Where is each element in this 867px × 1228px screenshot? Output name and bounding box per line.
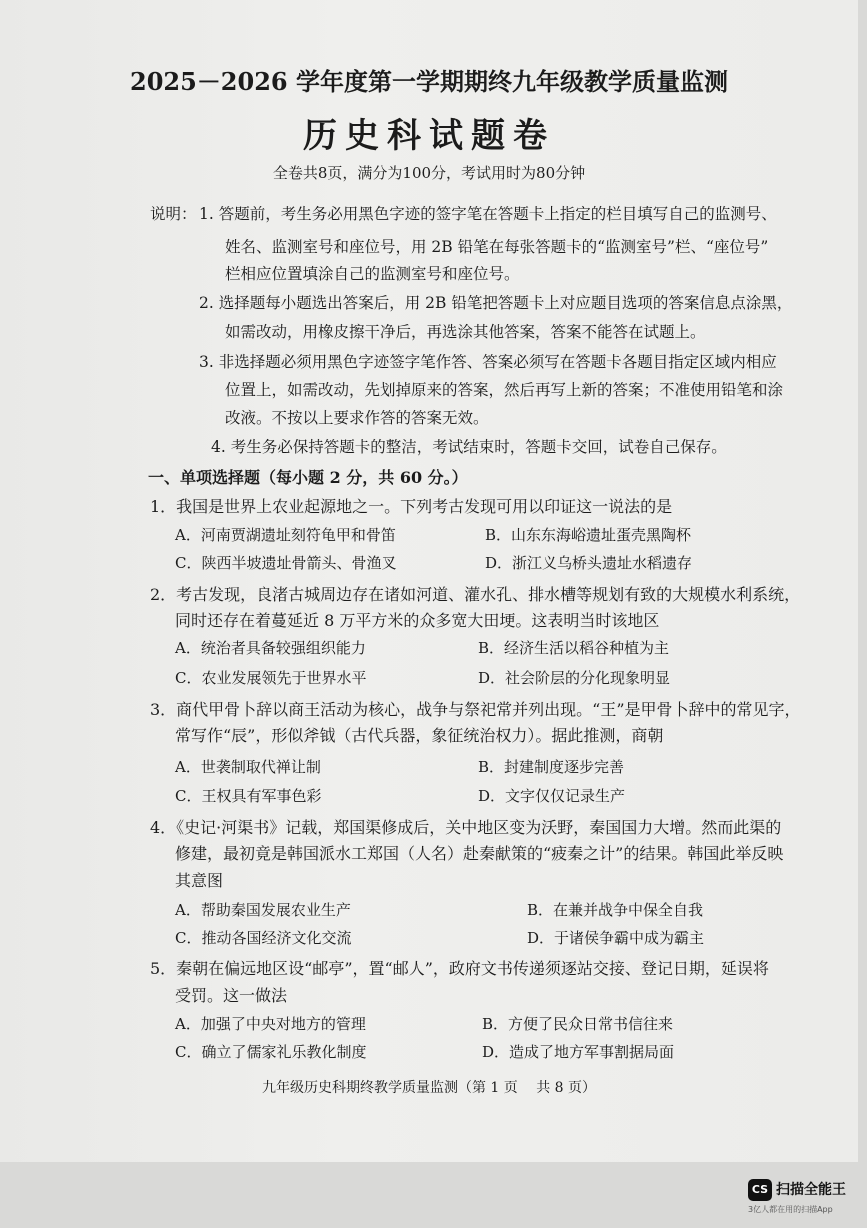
scanner-app-name: 扫描全能王 [776, 1182, 846, 1198]
section-title: 一、单项选择题（每小题 2 分，共 60 分。） [148, 468, 468, 487]
instruction-line: 3. 非选择题必须用黑色字迹签字笔作答、答案必须写在答题卡各题目指定区域内相应 [199, 353, 777, 371]
question-stem: 2．考古发现，良渚古城周边存在诸如河道、灌水孔、排水槽等规划有致的大规模水利系统， [150, 585, 801, 604]
option-c: C．陕西半坡遗址骨箭头、骨渔叉 [175, 554, 397, 572]
option-a: A．统治者具备较强组织能力 [175, 639, 366, 657]
question-stem: 1．我国是世界上农业起源地之一。下列考古发现可用以印证这一说法的是 [150, 497, 673, 516]
page-footer: 九年级历史科期终教学质量监测（第 1 页 共 8 页） [261, 1080, 597, 1096]
instruction-line: 姓名、监测室号和座位号，用 2B 铅笔在每张答题卡的“监测室号”栏、“座位号” [225, 238, 769, 256]
question-stem: 同时还存在着蔓延近 8 万平方米的众多宽大田埂。这表明当时该地区 [175, 611, 660, 630]
question-stem: 修建，最初竟是韩国派水工郑国（人名）赴秦献策的“疲秦之计”的结果。韩国此举反映 [175, 844, 784, 863]
option-a: A．世袭制取代禅让制 [175, 758, 321, 776]
option-d: D．浙江义乌桥头遗址水稻遗存 [485, 554, 693, 572]
option-b: B．封建制度逐步完善 [478, 758, 625, 776]
instruction-line: 2. 选择题每小题选出答案后，用 2B 铅笔把答题卡上对应题目选项的答案信息点涂黑， [199, 294, 793, 312]
question-stem: 其意图 [175, 871, 224, 890]
question-stem: 受罚。这一做法 [175, 986, 288, 1005]
option-c: C．确立了儒家礼乐教化制度 [175, 1043, 367, 1061]
option-c: C．王权具有军事色彩 [175, 787, 322, 805]
scanner-app-tagline: 3亿人都在用的扫描App [748, 1205, 833, 1214]
instruction-line: 位置上，如需改动，先划掉原来的答案，然后再写上新的答案；不准使用铅笔和涂 [225, 381, 784, 399]
instruction-line: 改液。不按以上要求作答的答案无效。 [225, 409, 489, 427]
option-a: A．加强了中央对地方的管理 [175, 1015, 366, 1033]
question-stem: 常写作“⾠”，形似斧钺（古代兵器，象征统治权力）。据此推测，商朝 [175, 726, 664, 745]
option-b: B．方便了民众日常书信往来 [482, 1015, 674, 1033]
instruction-line: 1. 答题前，考生务必用黑色字迹的签字笔在答题卡上指定的栏目填写自己的监测号、 [199, 205, 777, 223]
option-a: A．河南贾湖遗址刻符龟甲和骨笛 [175, 526, 396, 544]
question-stem: 4．《史记·河渠书》记载，郑国渠修成后，关中地区变为沃野，秦国国力大增。然而此渠的 [150, 818, 782, 837]
option-b: B．在兼并战争中保全自我 [527, 901, 704, 919]
scanner-watermark [738, 1172, 866, 1220]
exam-info: 全卷共8页，满分为100分，考试用时为80分钟 [272, 164, 586, 182]
instruction-line: 栏相应位置填涂自己的监测室号和座位号。 [225, 265, 520, 283]
exam-title: 2025－2026 学年度第一学期期终九年级教学质量监测 [130, 67, 728, 96]
option-b: B．山东东海峪遗址蛋壳黑陶杯 [485, 526, 692, 544]
option-c: C．农业发展领先于世界水平 [175, 669, 367, 687]
question-stem: 5．秦朝在偏远地区设“邮亭”，置“邮人”，政府文书传递须逐站交接、登记日期，延误将 [150, 959, 769, 978]
option-c: C．推动各国经济文化交流 [175, 929, 352, 947]
option-d: D．造成了地方军事割据局面 [482, 1043, 675, 1061]
option-d: D．社会阶层的分化现象明显 [478, 669, 671, 687]
instruction-line: 如需改动，用橡皮擦干净后，再选涂其他答案，答案不能答在试题上。 [225, 323, 706, 341]
option-d: D．于诸侯争霸中成为霸主 [527, 929, 705, 947]
scanner-logo-icon: CS [748, 1179, 772, 1201]
instructions-label: 说明： [150, 205, 197, 223]
instruction-line: 4. 考生务必保持答题卡的整洁，考试结束时，答题卡交回，试卷自己保存。 [211, 438, 727, 456]
option-d: D．文字仅仅记录生产 [478, 787, 626, 805]
option-a: A．帮助秦国发展农业生产 [175, 901, 351, 919]
question-stem: 3．商代甲骨卜辞以商王活动为核心，战争与祭祀常并列出现。“王”是甲骨卜辞中的常见字， [150, 700, 801, 719]
exam-subject-title: 历史科试题卷 [303, 116, 555, 156]
option-b: B．经济生活以稻谷种植为主 [478, 639, 670, 657]
